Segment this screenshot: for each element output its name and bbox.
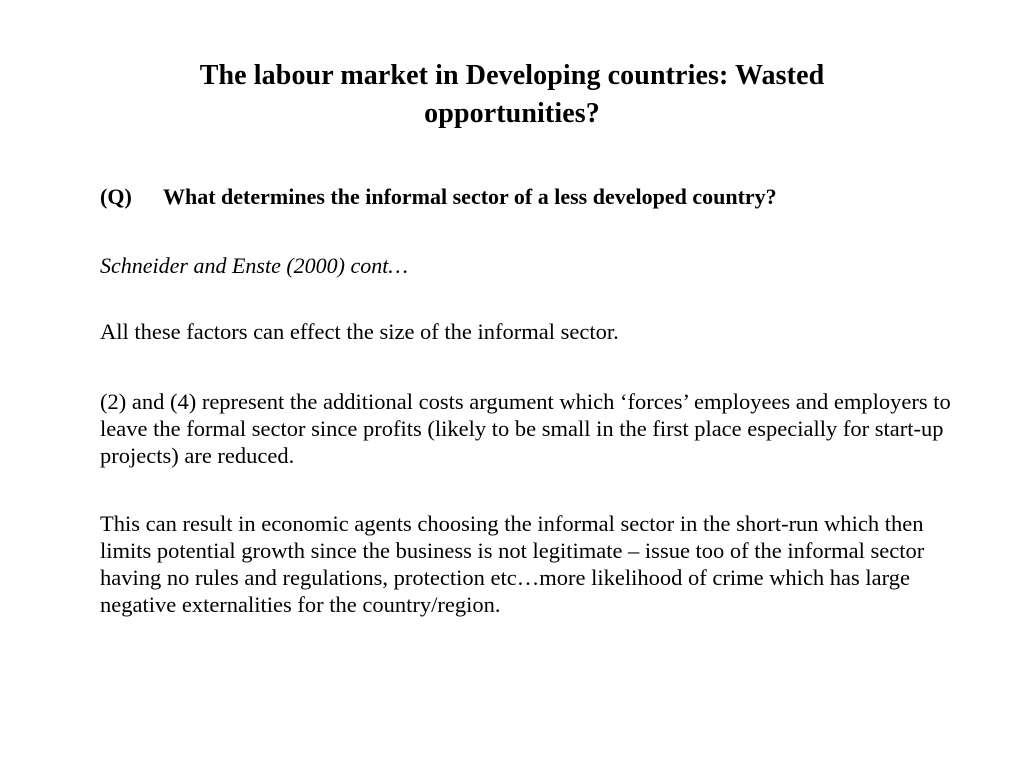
question-text: What determines the informal sector of a less developed country?: [163, 184, 777, 209]
question-line: [100, 182, 980, 212]
citation: Schneider and Enste (2000) cont…: [100, 253, 408, 278]
question-marker: (Q): [100, 184, 132, 209]
slide-title: The labour market in Developing countries: Wasted opportunities?: [199, 60, 825, 129]
paragraph-consequences: This can result in economic agents choosing the informal sector in the short-run which then limits potential growth since the business is not legitimate – issue too of the informal sector having no rules and regulations, protection etc…more likelihood of crime which has large negative externalities for the country/region.: [100, 511, 925, 617]
paragraph-costs-argument: (2) and (4) represent the additional costs argument which ‘forces’ employees and employers to leave the formal sector since profits (likely to be small in the first place especially for start-up projects) are reduced.: [100, 389, 951, 468]
paragraph-factors: All these factors can effect the size of the informal sector.: [100, 319, 619, 344]
